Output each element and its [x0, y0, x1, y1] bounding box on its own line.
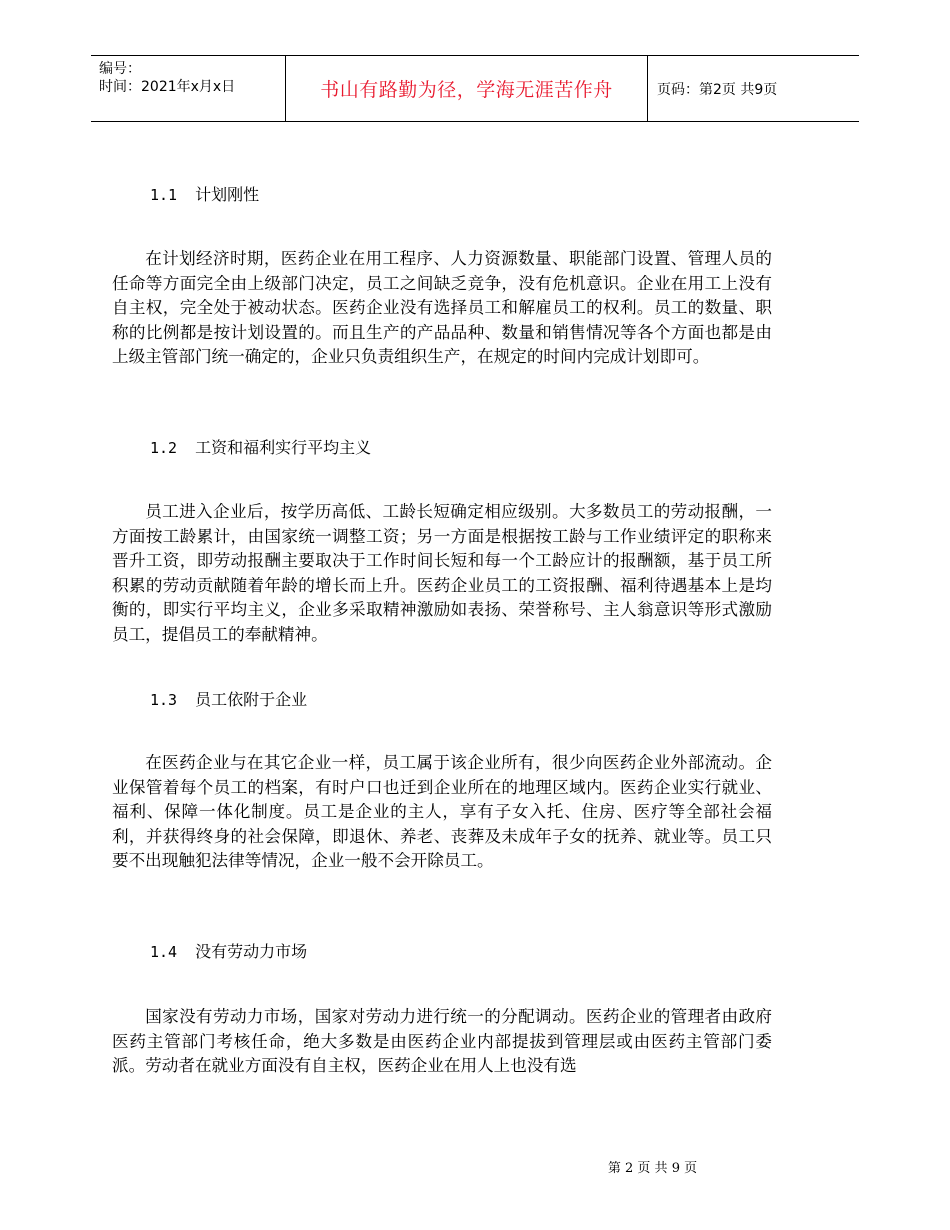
- section-paragraph: 在医药企业与在其它企业一样，员工属于该企业所有，很少向医药企业外部流动。企业保管着每个员工的档案，有时户口也迁到企业所在的地理区域内。医药企业实行就业、福利、保障一体化制度。员工是企业的主人，享有子女入托、住房、医疗等全部社会福利，并获得终身的社会保障，即退休、养老、丧葬及未成年子女的抚养、就业等。员工只要不出现触犯法律等情况，企业一般不会开除员工。: [112, 753, 772, 871]
- section-heading: [150, 940, 307, 964]
- header-motto: 书山有路勤为径，学海无涯苦作舟: [320, 79, 613, 101]
- header-meta: [99, 60, 284, 96]
- section-title: 没有劳动力市场: [195, 942, 308, 961]
- section-title: 计划刚性: [195, 185, 260, 204]
- header-page-info: 页码：第2页 共9页: [657, 81, 778, 98]
- document-date: 时间：2021年x月x日: [99, 79, 236, 95]
- section-number: 1.3: [150, 691, 178, 709]
- section-title: 工资和福利实行平均主义: [195, 438, 372, 457]
- document-code-label: 编号：: [99, 61, 141, 77]
- section-number: 1.2: [150, 439, 178, 457]
- section-paragraph: 员工进入企业后，按学历高低、工龄长短确定相应级别。大多数员工的劳动报酬，一方面按工龄累计，由国家统一调整工资；另一方面是根据按工龄与工作业绩评定的职称来晋升工资，即劳动报酬主要取决于工作时间长短和每一个工龄应计的报酬额，基于员工所积累的劳动贡献随着年龄的增长而上升。医药企业员工的工资报酬、福利待遇基本上是均衡的，即实行平均主义，企业多采取精神激励如表扬、荣誉称号、主人翁意识等形式激励员工，提倡员工的奉献精神。: [112, 502, 772, 644]
- section-number: 1.4: [150, 943, 178, 961]
- section-paragraph: 国家没有劳动力市场，国家对劳动力进行统一的分配调动。医药企业的管理者由政府医药主管部门考核任命，绝大多数是由医药企业内部提拔到管理层或由医药主管部门委派。劳动者在就业方面没有自主权，医药企业在用人上也没有选: [112, 1007, 772, 1076]
- page-header: [91, 55, 859, 122]
- header-divider: [647, 56, 648, 121]
- section-heading: [150, 183, 259, 207]
- section-title: 员工依附于企业: [195, 690, 308, 709]
- section-paragraph: 在计划经济时期，医药企业在用工程序、人力资源数量、职能部门设置、管理人员的任命等方面完全由上级部门决定，员工之间缺乏竞争，没有危机意识。企业在用工上没有自主权，完全处于被动状态。医药企业没有选择员工和解雇员工的权利。员工的数量、职称的比例都是按计划设置的。而且生产的产品品种、数量和销售情况等各个方面也都是由上级主管部门统一确定的，企业只负责组织生产，在规定的时间内完成计划即可。: [112, 249, 772, 367]
- section-heading: [150, 436, 371, 460]
- section-number: 1.1: [150, 186, 178, 204]
- section-heading: [150, 688, 307, 712]
- page-footer: 第 2 页 共 9 页: [607, 1161, 698, 1176]
